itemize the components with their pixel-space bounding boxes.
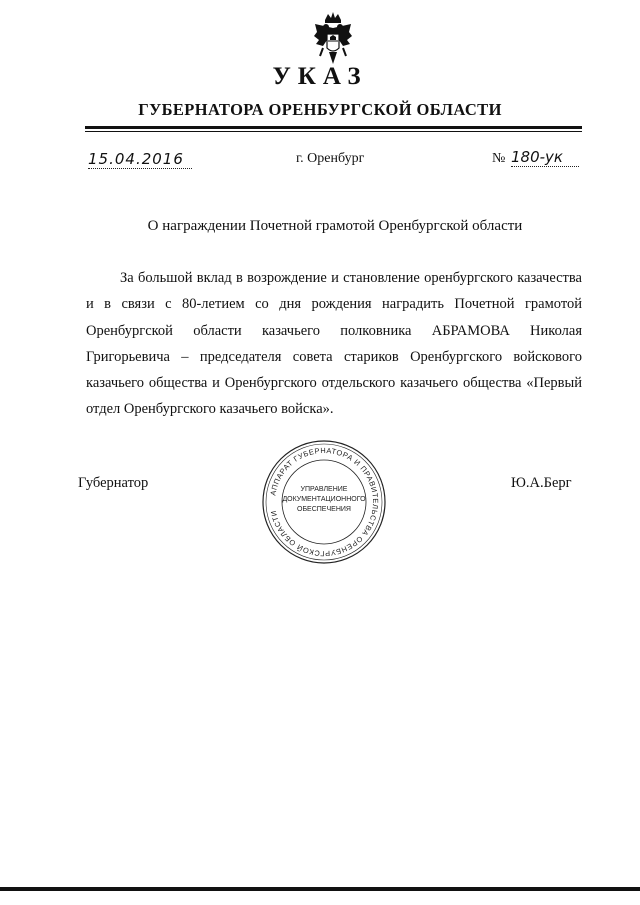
seal-ring-text: АППАРАТ ГУБЕРНАТОРА И ПРАВИТЕЛЬСТВА ОРЕНБУРГСКОЙ ОБЛАСТИ (268, 445, 381, 559)
document-city: г. Оренбург (296, 151, 365, 166)
seal-center-line-3: ОБЕСПЕЧЕНИЯ (297, 506, 351, 513)
coat-of-arms-icon (311, 10, 355, 66)
document-number-label: № (492, 151, 506, 166)
seal-center-line-2: ДОКУМЕНТАЦИОННОГО (282, 496, 366, 503)
document-date: 15.04.2016 (88, 150, 192, 169)
seal-center-line-1: УПРАВЛЕНИЕ (300, 486, 348, 493)
header-divider-thin (85, 131, 582, 132)
document-subtitle: ГУБЕРНАТОРА ОРЕНБУРГСКОЙ ОБЛАСТИ (138, 100, 502, 119)
signatory-position: Губернатор (78, 475, 149, 491)
document-heading: О награждении Почетной грамотой Оренбургской области (147, 218, 523, 234)
header-divider (85, 126, 582, 129)
footer-divider (0, 887, 640, 891)
official-seal (261, 439, 387, 565)
signatory-name: Ю.А.Берг (511, 475, 572, 491)
document-body: За большой вклад в возрождение и становление оренбургского казачества и в связи с 80-летием со дня рождения наградить Почетной грамотой Оренбургской области казачьего полковника АБРАМОВА Николая Григорьевича – председателя совета стариков Оренбургского войскового казачьего общества и Оренбургского отдельского казачьего общества «Первый отдел Оренбургского казачьего войска». (86, 270, 582, 418)
document-title: УКАЗ (272, 63, 368, 90)
document-number: 180-ук (511, 148, 579, 167)
